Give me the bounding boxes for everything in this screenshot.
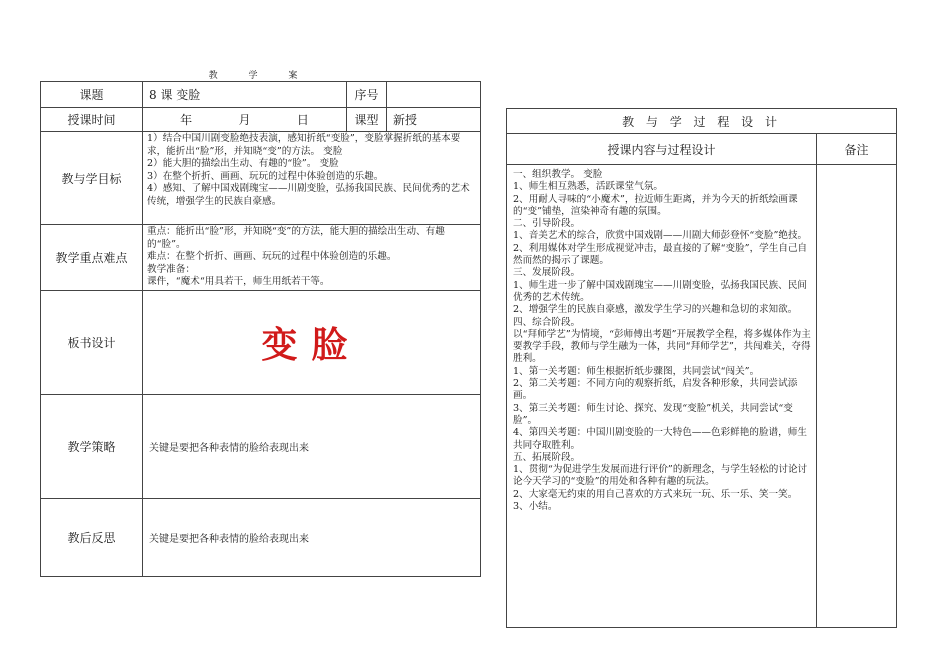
time-year: 年 — [180, 113, 193, 127]
process-line: 1、音美艺术的综合，欣赏中国戏剧——川剧大师彭登怀“变脸”绝技。 — [513, 230, 808, 242]
lesson-label: 课题 — [41, 82, 143, 108]
key-content — [143, 225, 481, 291]
process-line: 2、增强学生的民族自豪感，激发学生学习的兴趣和急切的求知欲。 — [513, 304, 798, 316]
process-line: 3、第三关考题：师生讨论、探究、发现“变脸”机关，共同尝试“变脸”。 — [513, 402, 793, 426]
document-title: 教 学 案 — [208, 71, 312, 81]
process-content — [507, 165, 817, 628]
reflection-text: 关键是要把各种表情的脸给表现出来 — [143, 499, 481, 577]
process-title: 教 与 学 过 程 设 计 — [507, 109, 897, 134]
number-label: 序号 — [347, 82, 387, 108]
process-line: 一、组织教学。 变脸 — [513, 169, 603, 180]
goals-line: 2）能大胆的描绘出生动、有趣的“脸”。 变脸 — [147, 158, 339, 170]
lesson-plan-table — [40, 81, 481, 577]
process-line: 1、贯彻“为促进学生发展而进行评价”的新理念，与学生轻松的讨论讨论今天学习的“变脸”的用处和各种有趣的玩法。 — [513, 464, 808, 488]
number-value — [387, 82, 481, 108]
time-label: 授课时间 — [41, 108, 143, 132]
goals-content — [143, 132, 481, 225]
key-line: 课件，“魔术“用具若干，师生用纸若干等。 — [147, 276, 330, 288]
board-label: 板书设计 — [41, 291, 143, 395]
notes-header: 备注 — [817, 134, 897, 165]
process-line: 2、用耐人寻味的“小魔术”，拉近师生距离，并为今天的折纸绘画课的“变”铺垫，渲染神奇有趣的氛围。 — [513, 193, 798, 217]
time-value — [143, 108, 347, 132]
content-header: 授课内容与过程设计 — [507, 134, 817, 165]
process-design-table — [506, 108, 897, 628]
process-line: 2、第二关考题：不同方向的观察折纸，启发各种形象，共同尝试添画。 — [513, 378, 798, 402]
process-line: 四、综合阶段。 — [513, 316, 581, 328]
process-line: 三、发展阶段。 — [513, 267, 581, 279]
process-line: 2、利用媒体对学生形成视觉冲击，最直接的了解“变脸”，学生自己自然而然的揭示了课题。 — [513, 242, 808, 267]
lesson-value: 8 课 变脸 — [143, 82, 347, 108]
key-line: 难点：在整个折折、画画、玩玩的过程中体验创造的乐趣。 — [147, 251, 397, 263]
process-line: 2、大家毫无约束的用自己喜欢的方式来玩一玩、乐一乐、笑一笑。 — [513, 488, 798, 500]
board-title: 变脸 — [143, 291, 481, 395]
key-line: 教学准备： — [147, 263, 195, 275]
process-line: 五、拓展阶段。 — [513, 451, 581, 463]
type-value: 新授 — [387, 108, 481, 132]
goals-label: 教与学目标 — [41, 132, 143, 225]
process-line: 1、师生相互熟悉，活跃课堂气氛。 — [513, 181, 664, 193]
notes-content — [817, 165, 897, 628]
key-line: 重点：能折出“脸”形，并知晓“变”的方法，能大胆的描绘出生动、有趣的“脸”。 — [147, 226, 445, 250]
process-line: 二、引导阶段。 — [513, 218, 581, 230]
process-line: 1、第一关考题：师生根据折纸步骤图，共同尝试“闯关”。 — [513, 365, 760, 377]
process-line: 3、小结。 — [513, 501, 558, 513]
process-line: 1、师生进一步了解中国戏剧瑰宝——川剧变脸，弘扬我国民族、民间优秀的艺术传统。 — [513, 279, 807, 303]
process-line: 4、第四关考题：中国川剧变脸的一大特色——色彩鲜艳的脸谱，师生共同夺取胜利。 — [513, 427, 807, 451]
time-day: 日 — [296, 113, 309, 127]
key-label: 教学重点难点 — [41, 225, 143, 291]
time-month: 月 — [238, 113, 251, 127]
reflection-label: 教后反思 — [41, 499, 143, 577]
strategy-label: 教学策略 — [41, 395, 143, 499]
goals-line: 1）结合中国川剧变脸绝技表演，感知折纸“变脸”，变脸掌握折纸的基本要求，能折出“脸”形，并知晓“变”的方法。 变脸 — [147, 133, 461, 157]
process-line: 以“拜师学艺”为情境，“彭师傅出考题”开展教学全程，将多媒体作为主要教学手段，教师与学生融为一体，共同“拜师学艺”，共闯难关，夺得胜利。 — [513, 328, 811, 365]
goals-line: 4）感知、了解中国戏剧瑰宝——川剧变脸，弘扬我国民族、民间优秀的艺术传统，增强学生的民族自豪感。 — [147, 183, 470, 207]
strategy-text: 关键是要把各种表情的脸给表现出来 — [143, 395, 481, 499]
type-label: 课型 — [347, 108, 387, 132]
goals-line: 3）在整个折折、画画、玩玩的过程中体验创造的乐趣。 — [147, 170, 384, 182]
